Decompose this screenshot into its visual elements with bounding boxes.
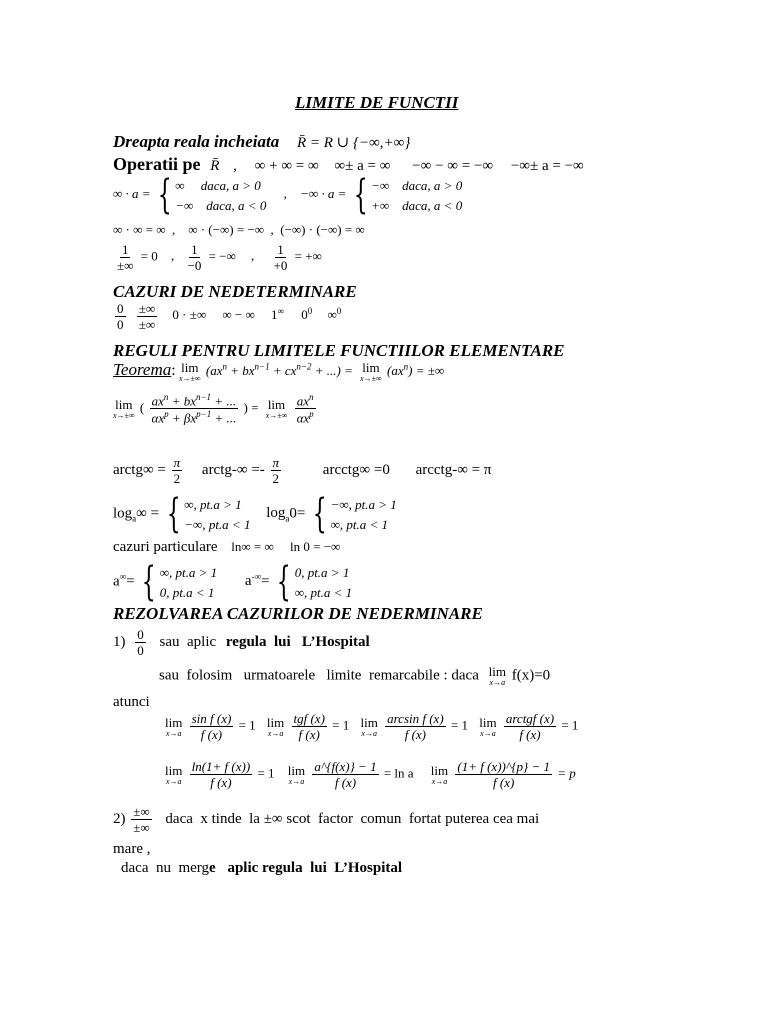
rl4-sub: x→a: [480, 728, 496, 738]
indeterminate-forms: [113, 302, 341, 331]
indeterminate-heading: CAZURI DE NEDETERMINARE: [113, 282, 357, 301]
frac1-num: 1: [121, 242, 129, 257]
case1-line: [113, 628, 370, 657]
op-1: ∞ + ∞ = ∞: [254, 158, 319, 174]
particular-cases-line: [113, 540, 340, 555]
exp2-sup: -∞: [251, 571, 262, 582]
log2-label: log: [266, 505, 286, 522]
log2-mid: 0=: [289, 505, 306, 522]
form-inf-den: ±∞: [138, 317, 156, 332]
rl-pow-den: f (x): [493, 775, 515, 790]
frac3-result: = +∞: [294, 248, 322, 264]
rational-lim-sub: x→±∞: [113, 410, 135, 420]
theorem-lim-sub-2: x→±∞: [360, 374, 382, 384]
theorem-label: Teorema: [113, 360, 172, 379]
arctg-neg-inf: arctg-∞ =-: [201, 461, 265, 478]
form-zero-num: 0: [117, 301, 124, 316]
case1-line2: sau folosim urmatoarele limite remarcabile : daca lim x→a f(x)=0: [159, 664, 551, 687]
form-one-sup: ∞: [277, 306, 284, 317]
log2-row-2: ∞, pt.a < 1: [330, 516, 388, 532]
form-inf-num: ±∞: [138, 301, 156, 316]
rl-arcsin-den: f (x): [404, 727, 427, 742]
rl-pow-result: = p: [557, 765, 576, 781]
exp2-row-2: ∞, pt.a < 1: [294, 584, 353, 600]
particular-formulas: ln∞ = ∞ ln 0 = −∞: [231, 539, 341, 554]
rl-arcsin-result: = 1: [450, 717, 468, 733]
case1-line2-text: sau folosim urmatoarele limite remarcabile : daca: [159, 667, 479, 684]
rl6-sub: x→a: [288, 776, 305, 786]
atunci: atunci: [113, 694, 150, 710]
case1-lhs: ∞ · a =: [113, 185, 151, 201]
arcctg-neg-inf: arcctg-∞ = π: [415, 461, 492, 478]
case2-frac-num: ±∞: [133, 804, 150, 819]
rational-den: αx: [296, 410, 310, 426]
rl-ln-num: ln(1+ f (x)): [191, 759, 251, 774]
rl-ln-result: = 1: [257, 765, 275, 781]
log1-base: a: [132, 513, 137, 524]
rl-exp-den: f (x): [334, 775, 357, 790]
op-4: −∞± a = −∞: [510, 158, 584, 174]
case1-row-2: −∞ daca, a < 0: [175, 197, 267, 213]
rl-ln-den: f (x): [210, 775, 232, 790]
exp2-row-1: 0, pt.a > 1: [294, 564, 350, 580]
case2-text2: mare ,: [113, 841, 151, 857]
extended-real-line: [113, 133, 410, 151]
rl-arctg-result: = 1: [561, 717, 579, 733]
arctg-pi: π: [173, 455, 181, 470]
log1-row-2: −∞, pt.a < 1: [184, 516, 251, 532]
arctg-two: 2: [173, 471, 181, 486]
remarkable-limits-row-2: lim x→a $\frac{\ln(1+ f (x))}{f (x)}$ = 1 lim x→a $\frac{a\^{}\{f(x)\} - 1}{f (x)}$ = ln a lim x→a $\frac{(1+ f (x))\^{}\{p\} - 1}{f (x)}$ = p: [165, 759, 576, 790]
case1-hospital: regula lui L’Hospital: [225, 633, 370, 650]
rational-lim-sub-2: x→±∞: [265, 410, 288, 420]
case2-row-1: −∞ daca, a > 0: [371, 177, 463, 193]
page-title: LIMITE DE FUNCTII: [295, 93, 459, 112]
rl5-sub: x→a: [165, 776, 182, 786]
rbar-symbol: R̄: [210, 158, 220, 174]
arcctg-inf: arcctg∞ =0: [322, 461, 390, 478]
case1-frac-den: 0: [137, 643, 144, 658]
rl-sin-result: = 1: [238, 717, 256, 733]
operations-label: Operatii pe: [113, 154, 201, 174]
frac2-result: = −∞: [208, 248, 236, 264]
extended-real-label: Dreapta reala incheiata: [113, 132, 280, 151]
frac1-result: = 0: [140, 248, 158, 264]
case2-hospital: aplic regula lui L’Hospital: [227, 860, 403, 876]
case1-number: 1): [113, 633, 126, 650]
case2-line3a: daca nu merg: [121, 860, 210, 876]
exp1-row-2: 0, pt.a < 1: [159, 584, 215, 600]
inf-times-a-cases: ∞ · a = { ∞ daca, a > 0 −∞ daca, a < 0 , −∞ · a = { −∞ daca, a > 0 +∞ daca, a < 0: [113, 172, 463, 218]
rational-limit: lim x→±∞ ( $ax^n + bx^{n-1}$ + ... $\alpha x^p + \beta x^{p-1}$ + ... ) = lim x→±∞ $ax^n$ $\alpha x^p$: [113, 392, 314, 426]
log1-label: log: [113, 505, 133, 522]
op-3: −∞ − ∞ = −∞: [412, 158, 494, 174]
case2-frac-den: ±∞: [133, 820, 150, 835]
case1-row-1: ∞ daca, a > 0: [175, 177, 261, 193]
rl-sin-den: f (x): [200, 727, 223, 742]
rl-tg-den: f (x): [298, 727, 320, 742]
rl3-sub: x→a: [361, 728, 377, 738]
theorem-rhs: = ±∞: [415, 363, 445, 378]
case2-row-2: +∞ daca, a < 0: [371, 197, 463, 213]
form-inf-base: ∞: [327, 307, 337, 323]
frac1-den: ±∞: [117, 258, 134, 273]
frac3-num: 1: [277, 242, 284, 257]
log2-base: a: [285, 513, 290, 524]
frac3-den: +0: [273, 258, 288, 273]
log1-row-1: ∞, pt.a > 1: [184, 496, 242, 512]
operations-line: Operatii pe R̄ , ∞ + ∞ = ∞ ∞± a = ∞ −∞ − ∞ = −∞ −∞± a = −∞: [113, 154, 584, 174]
particular-label: cazuri particulare: [113, 539, 218, 555]
rational-num: ax: [296, 393, 309, 409]
case2-text: daca x tinde la ±∞ scot factor comun fortat puterea cea mai: [165, 810, 540, 827]
resolution-heading: REZOLVAREA CAZURILOR DE NEDERMINARE: [113, 604, 483, 623]
rules-heading: REGULI PENTRU LIMITELE FUNCTIILOR ELEMENTARE: [113, 341, 565, 360]
frac2-num: 1: [191, 242, 198, 257]
case2-line: [113, 805, 539, 834]
rl-exp-result: = ln a: [383, 765, 414, 781]
case2-lhs: −∞ · a =: [300, 185, 347, 201]
rl1-sub: x→a: [165, 728, 182, 738]
exp1-base: a: [113, 573, 120, 590]
case2-number: 2): [113, 810, 126, 827]
extended-real-formula: R̄ = R ∪ {−∞,+∞}: [296, 135, 411, 151]
case1-text: sau aplic: [159, 633, 217, 650]
rl2-sub: x→a: [267, 728, 284, 738]
log1-mid: ∞ =: [136, 505, 160, 522]
rl-tg-num: tgf (x): [293, 711, 325, 726]
arctg-inf: arctg∞ =: [113, 461, 166, 478]
case1-lim-sub: x→a: [489, 678, 506, 687]
rl-pow-num: (1+ f (x))^{p} − 1: [457, 759, 551, 774]
rl-arctg-den: f (x): [519, 727, 541, 742]
arctg-neg-two: 2: [272, 471, 280, 486]
frac2-den: −0: [187, 258, 202, 273]
rl-tg-result: = 1: [332, 717, 350, 733]
op-2: ∞± a = ∞: [334, 158, 391, 174]
form-zero-sup: 0: [307, 306, 313, 317]
case1-frac-num: 0: [137, 627, 144, 642]
exp1-row-1: ∞, pt.a > 1: [159, 564, 218, 580]
forms-rest: 0 · ±∞ ∞ − ∞ 1: [172, 307, 278, 323]
exp2-base: a: [244, 573, 252, 590]
case2-line3b: e: [209, 860, 216, 876]
rl-exp-num: a^{f(x)} − 1: [314, 759, 377, 774]
inf-products-line: ∞ · ∞ = ∞ , ∞ · (−∞) = −∞ , (−∞) · (−∞) = ∞: [113, 222, 365, 237]
rl7-sub: x→a: [431, 776, 448, 786]
form-inf-sup: 0: [336, 306, 342, 317]
arctg-line: [113, 456, 491, 485]
rl-arcsin-num: arcsin f (x): [387, 711, 444, 726]
log-line: $\log_a\infty$ = { ∞, pt.a > 1 −∞, pt.a < 1 $\log_a0=$ { −∞, pt.a > 1 ∞, pt.a < 1: [113, 491, 397, 537]
arctg-neg-pi: π: [272, 455, 280, 470]
case2-line3: [121, 861, 402, 876]
case1-line2-end: f(x)=0: [511, 667, 551, 684]
exp1-sup: ∞: [119, 571, 127, 582]
log2-row-1: −∞, pt.a > 1: [330, 496, 397, 512]
theorem-lim-sub: x→±∞: [178, 374, 201, 384]
exponent-line: a∞= { ∞, pt.a > 1 0, pt.a < 1 a-∞= { 0, pt.a > 1 ∞, pt.a < 1: [113, 559, 353, 605]
form-zero-base: 0: [301, 307, 308, 323]
reciprocal-fractions: 1 ±∞ = 0 , $\frac{1}{-0}$ = −∞ , $\frac{1}{+0}$ = +∞: [117, 242, 322, 273]
rl-arctg-num: arctgf (x): [505, 711, 555, 726]
form-zero-den: 0: [117, 317, 124, 332]
remarkable-limits-row-1: lim x→a $\frac{\text{sin f (x)}}{f (x)}$ = 1 lim x→a tgf (x) f (x) = 1 lim x→a $\frac{\text{arcsin f (x)}}{f (x)}$ = 1 lim x→a arctgf (x) f (x) = 1: [165, 711, 579, 742]
theorem-line: Teorema: lim x→±∞ ($ax^n + bx^{n-1} + cx^{n-2}$ + ...) = lim x→±∞ $(ax^n)$ = ±∞: [113, 360, 445, 384]
rl-sin-num: sin f (x): [191, 711, 232, 726]
